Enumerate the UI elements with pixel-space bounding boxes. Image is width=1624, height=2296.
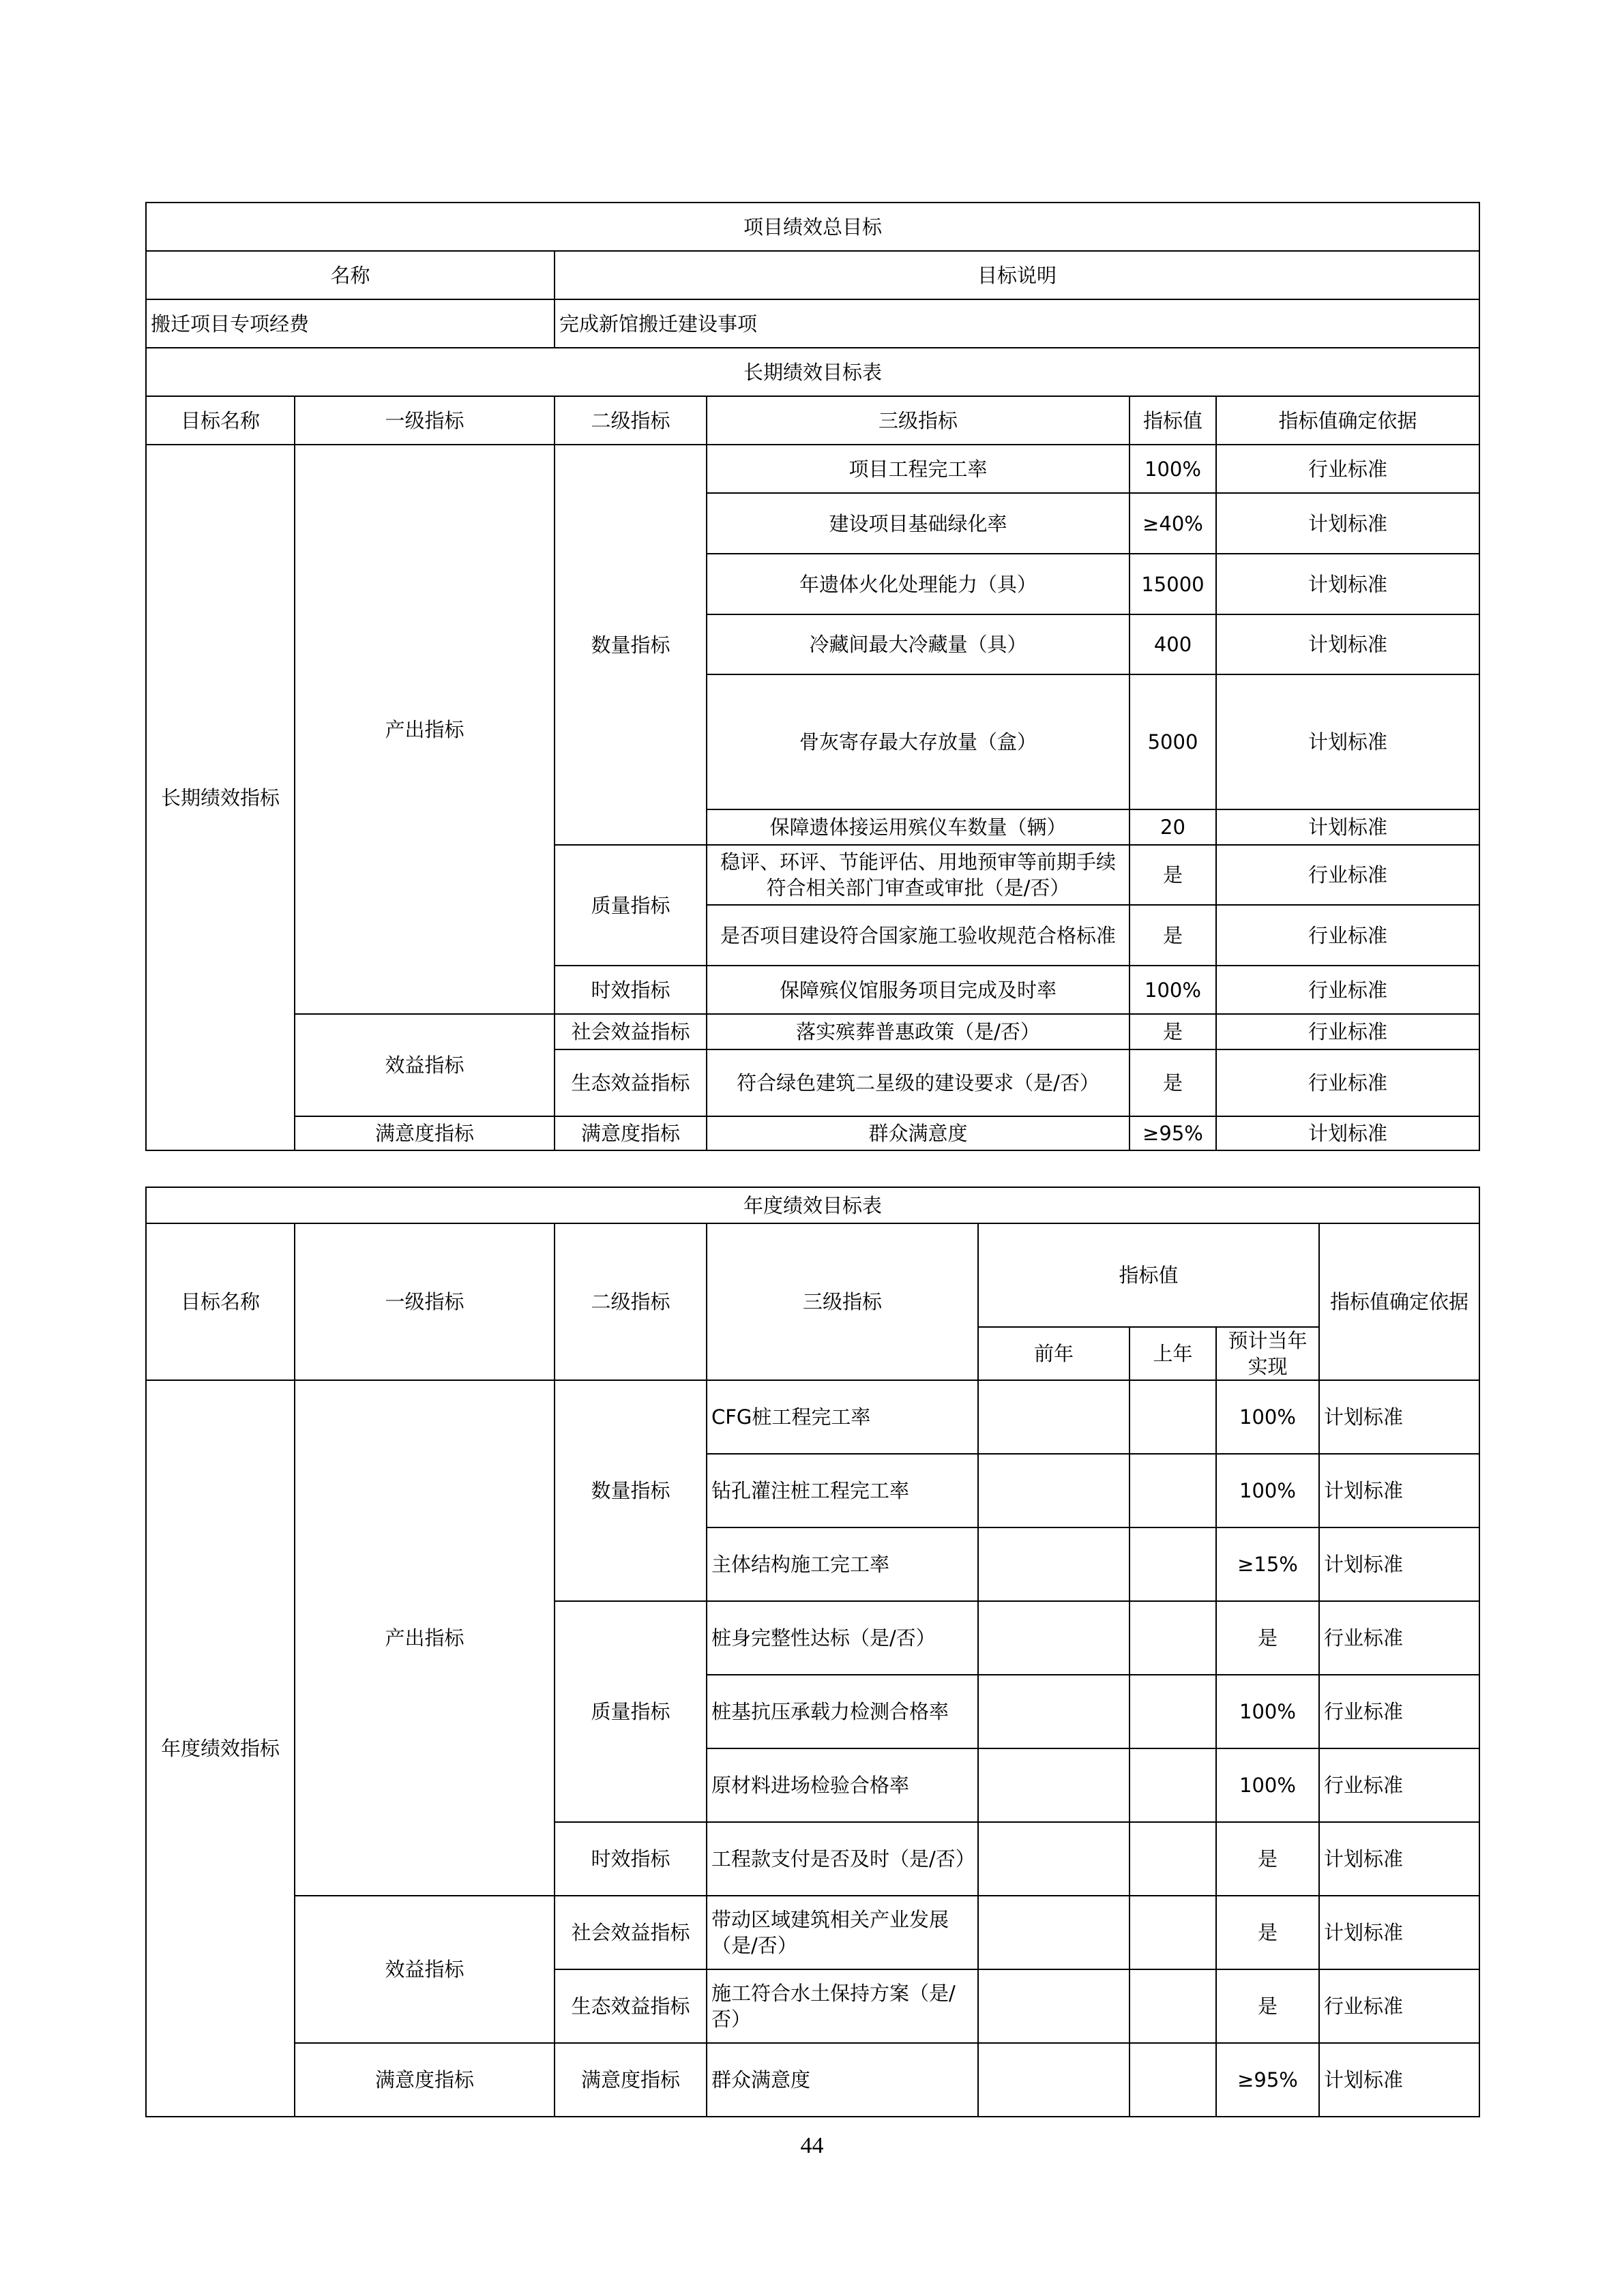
last-cell <box>1130 1969 1216 2043</box>
last-cell <box>1130 1527 1216 1601</box>
basis-cell: 行业标准 <box>1216 445 1479 493</box>
header-level3: 三级指标 <box>707 396 1130 445</box>
last-cell <box>1130 1601 1216 1675</box>
level3-cell: 原材料进场检验合格率 <box>707 1748 978 1822</box>
level3-cell: 工程款支付是否及时（是/否） <box>707 1822 978 1896</box>
level1-cell: 产出指标 <box>295 1380 555 1896</box>
value-cell: ≥95% <box>1130 1116 1216 1150</box>
level1-cell: 效益指标 <box>295 1014 555 1116</box>
prev-cell <box>978 1380 1130 1454</box>
level1-cell: 满意度指标 <box>295 1116 555 1150</box>
header-value: 指标值 <box>1130 396 1216 445</box>
table-row <box>146 1116 1479 1150</box>
value-cell: 100% <box>1216 1675 1319 1748</box>
page-number: 44 <box>800 2133 824 2158</box>
last-cell <box>1130 1896 1216 1969</box>
basis-cell: 计划标准 <box>1319 1822 1479 1896</box>
longterm-title: 长期绩效目标表 <box>146 348 1479 396</box>
last-cell <box>1130 1454 1216 1527</box>
prev-cell <box>978 1969 1130 2043</box>
target-name-cell: 长期绩效指标 <box>146 445 295 1150</box>
table-row <box>146 1380 1479 1454</box>
basis-cell: 计划标准 <box>1216 674 1479 809</box>
basis-cell: 行业标准 <box>1216 1014 1479 1049</box>
basis-cell: 行业标准 <box>1216 905 1479 966</box>
level3-cell: CFG桩工程完工率 <box>707 1380 978 1454</box>
prev-cell <box>978 2043 1130 2117</box>
prev-cell <box>978 1527 1130 1601</box>
basis-cell: 计划标准 <box>1216 614 1479 674</box>
header-basis: 指标值确定依据 <box>1216 396 1479 445</box>
header-level2: 二级指标 <box>555 396 707 445</box>
level3-cell: 桩身完整性达标（是/否） <box>707 1601 978 1675</box>
prev-cell <box>978 1454 1130 1527</box>
table-row <box>146 2043 1479 2117</box>
level2-cell: 数量指标 <box>555 445 707 845</box>
level3-cell: 钻孔灌注桩工程完工率 <box>707 1454 978 1527</box>
level2-cell: 生态效益指标 <box>555 1969 707 2043</box>
level2-cell: 社会效益指标 <box>555 1896 707 1969</box>
header-prev-year: 前年 <box>978 1327 1130 1380</box>
basis-cell: 计划标准 <box>1319 1454 1479 1527</box>
value-cell: 是 <box>1216 1601 1319 1675</box>
basis-cell: 计划标准 <box>1319 2043 1479 2117</box>
header-current-year: 预计当年实现 <box>1216 1327 1319 1380</box>
prev-cell <box>978 1896 1130 1969</box>
basis-cell: 行业标准 <box>1319 1675 1479 1748</box>
level3-cell: 保障殡仪馆服务项目完成及时率 <box>707 966 1130 1014</box>
prev-cell <box>978 1675 1130 1748</box>
value-cell: 100% <box>1130 445 1216 493</box>
level3-cell: 建设项目基础绿化率 <box>707 493 1130 554</box>
level3-cell: 年遗体火化处理能力（具） <box>707 554 1130 614</box>
header-value: 指标值 <box>978 1223 1319 1327</box>
level3-cell: 稳评、环评、节能评估、用地预审等前期手续符合相关部门审查或审批（是/否） <box>707 845 1130 905</box>
prev-cell <box>978 1748 1130 1822</box>
level2-cell: 生态效益指标 <box>555 1049 707 1116</box>
last-cell <box>1130 1748 1216 1822</box>
basis-cell: 行业标准 <box>1216 966 1479 1014</box>
last-cell <box>1130 1822 1216 1896</box>
summary-title: 项目绩效总目标 <box>146 203 1479 251</box>
prev-cell <box>978 1601 1130 1675</box>
table-row <box>146 445 1479 493</box>
summary-desc: 完成新馆搬迁建设事项 <box>555 299 1479 348</box>
basis-cell: 行业标准 <box>1319 1601 1479 1675</box>
value-cell: ≥40% <box>1130 493 1216 554</box>
value-cell: 是 <box>1130 905 1216 966</box>
header-level1: 一级指标 <box>295 1223 555 1380</box>
level2-cell: 社会效益指标 <box>555 1014 707 1049</box>
basis-cell: 计划标准 <box>1216 493 1479 554</box>
level3-cell: 项目工程完工率 <box>707 445 1130 493</box>
level3-cell: 带动区域建筑相关产业发展（是/否） <box>707 1896 978 1969</box>
basis-cell: 行业标准 <box>1216 845 1479 905</box>
value-cell: 是 <box>1216 1822 1319 1896</box>
level1-cell: 满意度指标 <box>295 2043 555 2117</box>
level3-cell: 骨灰寄存最大存放量（盒） <box>707 674 1130 809</box>
level3-cell: 符合绿色建筑二星级的建设要求（是/否） <box>707 1049 1130 1116</box>
level3-cell: 桩基抗压承载力检测合格率 <box>707 1675 978 1748</box>
header-last-year: 上年 <box>1130 1327 1216 1380</box>
basis-cell: 计划标准 <box>1319 1380 1479 1454</box>
table-row <box>146 1014 1479 1049</box>
basis-cell: 行业标准 <box>1319 1969 1479 2043</box>
header-level3: 三级指标 <box>707 1223 978 1380</box>
summary-header-desc: 目标说明 <box>555 251 1479 299</box>
header-target-name: 目标名称 <box>146 396 295 445</box>
level2-cell: 质量指标 <box>555 845 707 966</box>
level3-cell: 保障遗体接运用殡仪车数量（辆） <box>707 809 1130 845</box>
value-cell: 100% <box>1216 1454 1319 1527</box>
value-cell: 是 <box>1216 1896 1319 1969</box>
annual-title: 年度绩效目标表 <box>146 1187 1479 1223</box>
last-cell <box>1130 1675 1216 1748</box>
level2-cell: 时效指标 <box>555 966 707 1014</box>
level3-cell: 群众满意度 <box>707 2043 978 2117</box>
last-cell <box>1130 2043 1216 2117</box>
header-level2: 二级指标 <box>555 1223 707 1380</box>
header-target-name: 目标名称 <box>146 1223 295 1380</box>
level2-cell: 时效指标 <box>555 1822 707 1896</box>
level2-cell: 满意度指标 <box>555 2043 707 2117</box>
level1-cell: 效益指标 <box>295 1896 555 2043</box>
level3-cell: 冷藏间最大冷藏量（具） <box>707 614 1130 674</box>
value-cell: 5000 <box>1130 674 1216 809</box>
value-cell: ≥15% <box>1216 1527 1319 1601</box>
basis-cell: 计划标准 <box>1216 554 1479 614</box>
level3-cell: 是否项目建设符合国家施工验收规范合格标准 <box>707 905 1130 966</box>
basis-cell: 计划标准 <box>1216 809 1479 845</box>
level1-cell: 产出指标 <box>295 445 555 1014</box>
basis-cell: 行业标准 <box>1319 1748 1479 1822</box>
level3-cell: 施工符合水土保持方案（是/否） <box>707 1969 978 2043</box>
header-level1: 一级指标 <box>295 396 555 445</box>
last-cell <box>1130 1380 1216 1454</box>
level2-cell: 质量指标 <box>555 1601 707 1822</box>
value-cell: 是 <box>1130 1049 1216 1116</box>
value-cell: 是 <box>1130 845 1216 905</box>
value-cell: ≥95% <box>1216 2043 1319 2117</box>
level3-cell: 落实殡葬普惠政策（是/否） <box>707 1014 1130 1049</box>
table-row <box>146 1896 1479 1969</box>
value-cell: 100% <box>1216 1748 1319 1822</box>
level3-cell: 群众满意度 <box>707 1116 1130 1150</box>
annual-performance-table <box>145 1187 1480 2117</box>
basis-cell: 计划标准 <box>1319 1896 1479 1969</box>
prev-cell <box>978 1822 1130 1896</box>
basis-cell: 行业标准 <box>1216 1049 1479 1116</box>
header-basis: 指标值确定依据 <box>1319 1223 1479 1380</box>
value-cell: 是 <box>1130 1014 1216 1049</box>
value-cell: 400 <box>1130 614 1216 674</box>
summary-name: 搬迁项目专项经费 <box>146 299 555 348</box>
value-cell: 是 <box>1216 1969 1319 2043</box>
value-cell: 100% <box>1216 1380 1319 1454</box>
level2-cell: 数量指标 <box>555 1380 707 1601</box>
summary-header-name: 名称 <box>146 251 555 299</box>
value-cell: 15000 <box>1130 554 1216 614</box>
level3-cell: 主体结构施工完工率 <box>707 1527 978 1601</box>
value-cell: 100% <box>1130 966 1216 1014</box>
basis-cell: 计划标准 <box>1319 1527 1479 1601</box>
longterm-performance-table <box>145 202 1480 1151</box>
level2-cell: 满意度指标 <box>555 1116 707 1150</box>
basis-cell: 计划标准 <box>1216 1116 1479 1150</box>
value-cell: 20 <box>1130 809 1216 845</box>
target-name-cell: 年度绩效指标 <box>146 1380 295 2117</box>
